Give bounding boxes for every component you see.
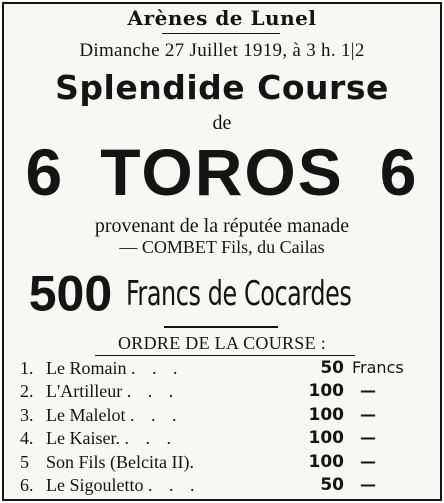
toros-word: TOROS (100, 135, 344, 209)
de-word: de (212, 112, 232, 134)
race-name: L'Artilleur . . . (46, 381, 180, 402)
race-prize: 100 (308, 451, 344, 472)
race-name: Le Romain . . . (46, 358, 184, 378)
origin-line: provenant de la réputée manade (94, 215, 350, 237)
toros-headline (4, 132, 440, 212)
venue-heading: Arènes de Lunel (127, 6, 317, 30)
cocardes-amount: 500 (28, 265, 113, 322)
race-prize: 100 (308, 381, 344, 402)
race-number: 6. (20, 474, 34, 495)
race-ditto-dash: — (360, 451, 376, 471)
ordre-underline (95, 355, 355, 356)
race-unit: Francs (352, 358, 404, 377)
cocardes-line (4, 263, 440, 323)
race-name: Son Fils (Belcita II). (46, 451, 194, 472)
race-number: 4. (20, 428, 34, 449)
race-row (20, 381, 424, 404)
race-ditto-dash: — (360, 428, 376, 448)
toros-count-right: 6 (379, 135, 419, 209)
race-number: 1. (20, 358, 34, 378)
race-ditto-dash: — (360, 381, 376, 401)
race-prize: 50 (320, 358, 344, 378)
race-row (20, 428, 424, 451)
venue-underline (162, 33, 280, 34)
race-ditto-dash: — (360, 404, 376, 424)
ordre-heading: ORDRE DE LA COURSE : (117, 333, 327, 353)
race-ditto-dash: — (360, 474, 376, 494)
event-title: Splendide Course (55, 68, 389, 107)
race-row (20, 475, 424, 498)
race-number: 3. (20, 404, 34, 425)
date-line: Dimanche 27 Juillet 1919, à 3 h. 1|2 (79, 40, 365, 61)
race-name: Le Kaiser. . . . (46, 428, 177, 449)
toros-count-left: 6 (25, 135, 65, 209)
breeder-line: — COMBET Fils, du Cailas (119, 237, 325, 257)
race-name: Le Sigouletto . . . (46, 474, 201, 495)
race-row (20, 358, 424, 381)
race-prize: 50 (320, 474, 344, 495)
race-prize: 100 (308, 428, 344, 449)
race-list (20, 358, 424, 498)
race-number: 5 (20, 451, 29, 472)
race-prize: 100 (308, 404, 344, 425)
divider-rule (164, 326, 278, 328)
poster (2, 2, 442, 501)
race-row (20, 452, 424, 475)
cocardes-label: Francs de Cocardes (126, 273, 352, 314)
race-name: Le Malelot . . . (46, 404, 183, 425)
race-number: 2. (20, 381, 34, 402)
race-row (20, 405, 424, 428)
